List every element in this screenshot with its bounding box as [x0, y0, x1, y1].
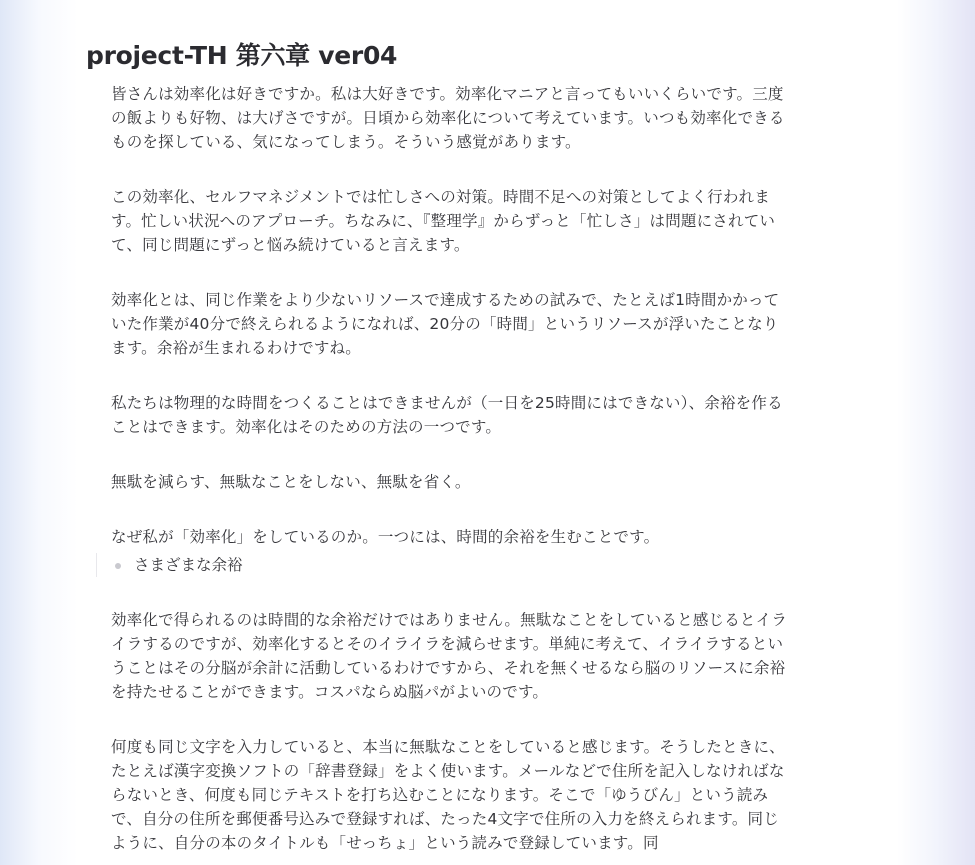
paragraph[interactable]: 効率化で得られるのは時間的な余裕だけではありません。無駄なことをしていると感じるとイライラするのですが、効率化するとそのイライラを減らせます。単純に考えて、イライラするということはその分脳が余計に活動しているわけですから、それを無くせるなら脳のリソースに余裕を持たせることができます。コスパならぬ脳パがよいのです。	[111, 611, 788, 701]
paragraph[interactable]: 何度も同じ文字を入力していると、本当に無駄なことをしていると感じます。そうしたときに、たとえば漢字変換ソフトの「辞書登録」をよく使います。メールなどで住所を記入しなければならないとき、何度も同じテキストを打ち込むことになります。そこで「ゆうびん」という読みで、自分の住所を郵便番号込みで登録すれば、たった4文字で住所の入力を終えられます。同じように、自分の本のタイトルも「せっちょ」という読みで登録しています。同	[111, 738, 785, 852]
paragraph[interactable]: 皆さんは効率化は好きですか。私は大好きです。効率化マニアと言ってもいいくらいです。三度の飯よりも好物、は大げさですが。日頃から効率化について考えています。いつも効率化できるものを探している、気になってしまう。そういう感覚があります。	[111, 85, 785, 151]
document-body[interactable]	[111, 82, 791, 865]
paragraph[interactable]: 私たちは物理的な時間をつくることはできませんが（一日を25時間にはできない）、余裕を作ることはできます。効率化はそのための方法の一つです。	[111, 394, 783, 436]
bullet-item-text: さまざまな余裕	[134, 556, 243, 574]
paragraph[interactable]: この効率化、セルフマネジメントでは忙しさへの対策。時間不足への対策としてよく行われます。忙しい状況へのアプローチ。ちなみに、『整理学』からずっと「忙しさ」は問題にされていて、同じ問題にずっと悩み続けていると言えます。	[111, 188, 776, 254]
bullet-item[interactable]	[132, 553, 791, 577]
paragraph[interactable]: 無駄を減らす、無駄なことをしない、無駄を省く。	[111, 473, 471, 491]
bullet-dot-icon	[115, 563, 121, 569]
bullet-list	[96, 553, 791, 577]
document-title[interactable]: project-TH 第六章 ver04	[86, 41, 398, 70]
paragraph[interactable]: なぜ私が「効率化」をしているのか。一つには、時間的余裕を生むことです。	[111, 528, 660, 546]
paragraph[interactable]: 効率化とは、同じ作業をより少ないリソースで達成するための試みで、たとえば1時間かかっていた作業が40分で終えられるようになれば、20分の「時間」というリソースが浮いたことなります。余裕が生まれるわけですね。	[111, 291, 780, 357]
